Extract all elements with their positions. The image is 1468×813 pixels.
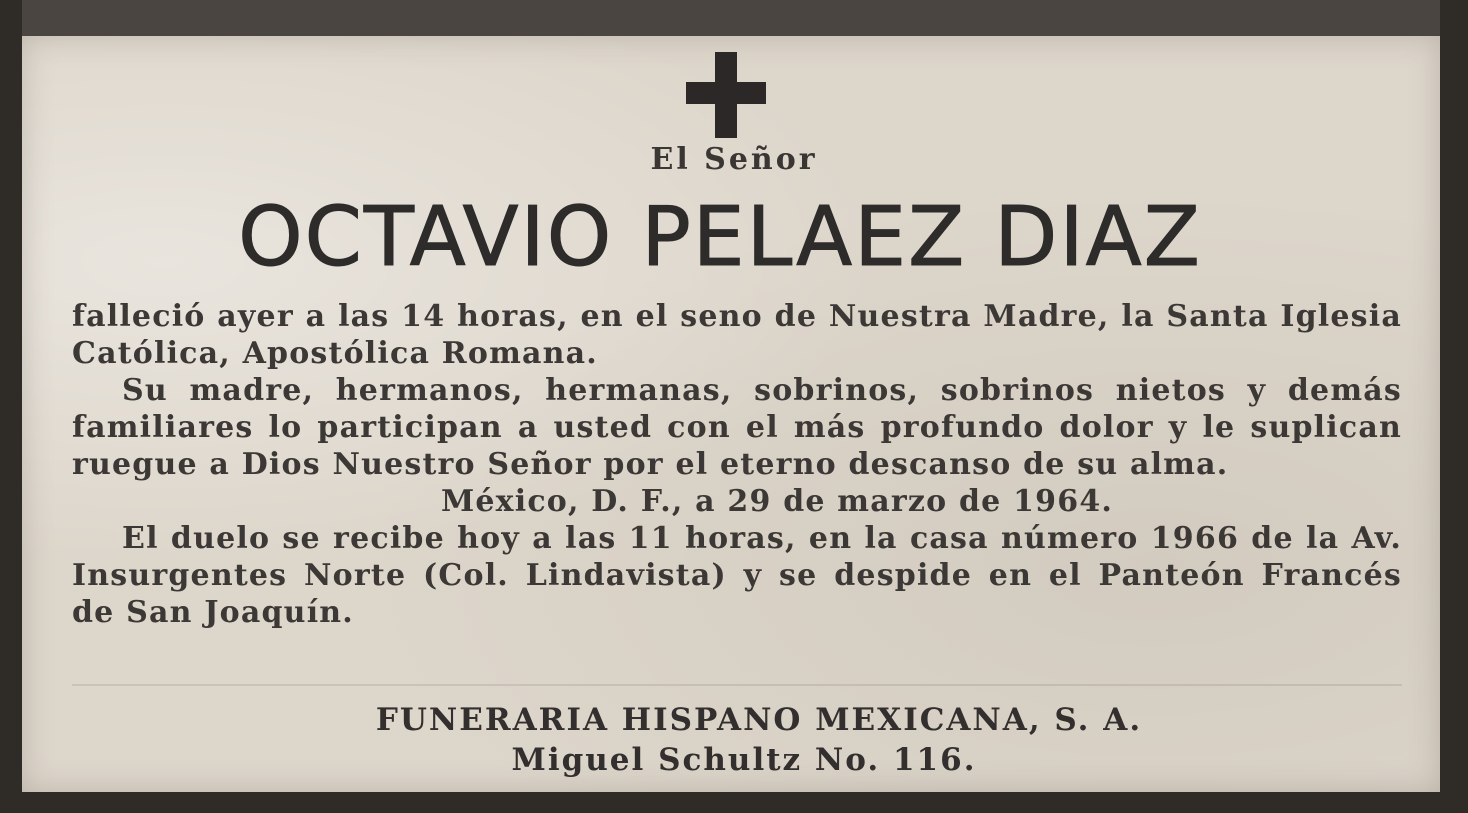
notice-body — [72, 298, 1402, 631]
honorific-title: El Señor — [650, 142, 818, 177]
divider — [72, 684, 1402, 686]
deceased-name: OCTAVIO PELAEZ DIAZ — [238, 190, 1202, 285]
clipping-top-edge — [22, 0, 1440, 40]
cross-horizontal-bar — [686, 82, 766, 104]
date-line: México, D. F., a 29 de marzo de 1964. — [440, 484, 1114, 519]
funeral-home-address: Miguel Schultz No. 116. — [511, 742, 977, 778]
family-announcement-paragraph: Su madre, hermanos, hermanas, sobrinos, sobrinos nietos y demás familiares lo participan a usted con el más profundo dolor y le suplican ruegue a Dios Nuestro Señor por el eterno descanso de su alma. — [72, 373, 1402, 482]
cross-icon — [686, 52, 766, 138]
funeral-home-block — [0, 700, 1468, 780]
funeral-home-name: FUNERARIA HISPANO MEXICANA, S. A. — [375, 702, 1143, 738]
wake-paragraph: El duelo se recibe hoy a las 11 horas, en la casa número 1966 de la Av. Insurgentes Norte (Col. Lindavista) y se despide en el Panteón Francés de San Joaquín. — [72, 521, 1402, 630]
death-announcement-paragraph: falleció ayer a las 14 horas, en el seno de Nuestra Madre, la Santa Iglesia Católica, Apostólica Romana. — [72, 299, 1402, 371]
